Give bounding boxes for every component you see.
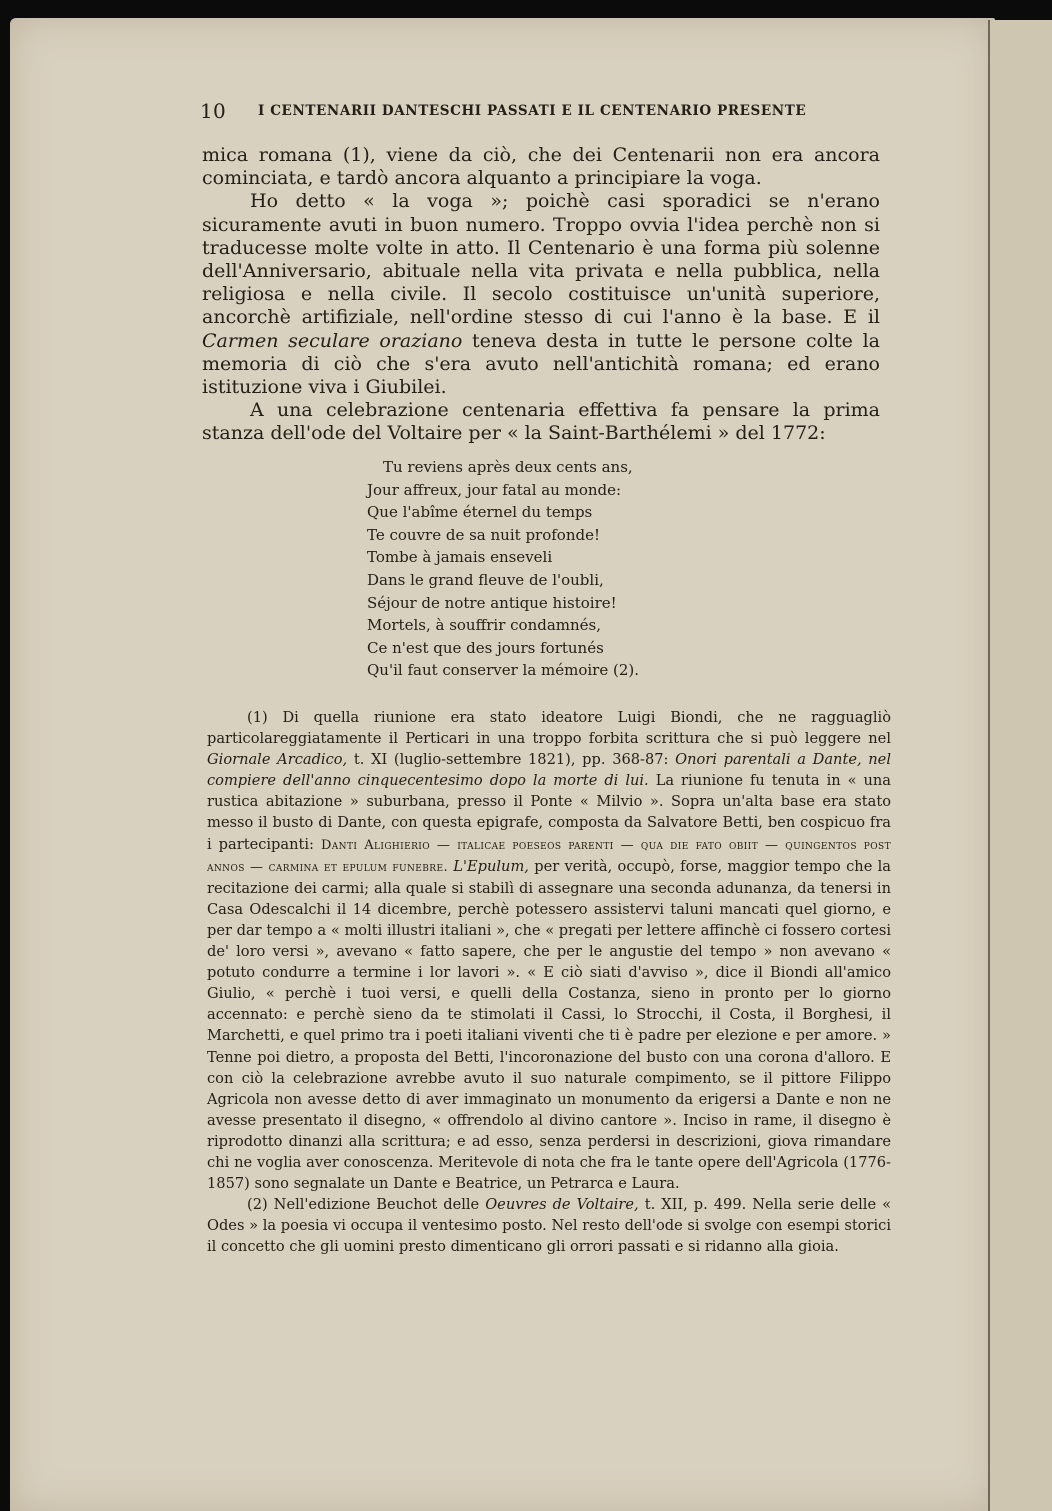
page-number: 10: [200, 99, 227, 123]
voltaire-stanza: [367, 456, 707, 682]
poem-line: Tu reviens après deux cents ans,: [383, 458, 633, 476]
poem-line: Ce n'est que des jours fortunés: [367, 638, 604, 657]
poem-line: Te couvre de sa nuit profonde!: [367, 525, 600, 544]
footnote-1: (1) Di quella riunione era stato ideatore Luigi Biondi, che ne ragguagliò particolareggiatamente il Perticari in una troppo forbita scrittura che si può leggere nel Giornale Arcadico, t. XI (luglio-settembre 1821), pp. 368-87: Onori parentali a Dante, nel compiere dell'anno cinquecentesimo dopo la morte di lui. La riunione fu tenuta in « una rustica abitazione » suburbana, presso il Ponte « Milvio ». Sopra un'alta base era stato messo il busto di Dante, con questa epigrafe, composta da Salvatore Betti, ben cospicuo fra i partecipanti: Danti Alighierio — italicae poeseos parenti — qua die fato obiit — quingentos post annos — carmina et epulum funebre. L'Epulum, per verità, occupò, forse, maggior tempo che la recitazione dei carmi; alla quale si stabilì di assegnare una seconda adunanza, da tenersi in Casa Odescalchi il 14 dicembre, perchè potessero assistervi taluni mancati quel giorno, e per dar tempo a « molti illustri italiani », che « pregati per lettere affinchè ci fossero cortesi de' loro versi », avevano « fatto sapere, che per le angustie del tempo » non avevano « potuto condurre a termine i lor lavori ». « E ciò siati d'avviso », dice il Biondi all'amico Giulio, « perchè i tuoi versi, e quelli della Costanza, sieno in pronto per lo giorno accennato: e perchè sieno da te stimolati il Cassi, lo Strocchi, il Costa, il Borghesi, il Marchetti, e quel primo tra i poeti italiani viventi che ti è padre per elezione e per amore. » Tenne poi dietro, a proposta del Betti, l'incoronazione del busto con una corona d'alloro. E con ciò la celebrazione avrebbe avuto il suo naturale compimento, se il pittore Filippo Agricola non avesse detto di aver immaginato un monumento da erigersi a Dante e non ne avesse presentato il disegno, « offrendolo al divino cantore ». Inciso in rame, il disegno è riprodotto dinanzi alla scrittura; e ad esso, senza perdersi in descrizioni, giova rimandare chi ne voglia aver conoscenza. Meritevole di nota che fra le tante opere dell'Agricola (1776-1857) sono segnalate un Dante e Beatrice, un Petrarca e Laura.: [207, 709, 892, 1193]
poem-line: Mortels, à souffrir condamnés,: [367, 616, 602, 635]
adjacent-page-edge: [988, 20, 1052, 1511]
page-header: [200, 99, 890, 123]
main-text: [202, 144, 880, 446]
footnotes: [207, 707, 891, 1257]
poem-line: Jour affreux, jour fatal au monde:: [367, 480, 622, 499]
carmen-title: Carmen seculare oraziano: [202, 329, 463, 352]
running-title: I CENTENARII DANTESCHI PASSATI E IL CENTENARIO PRESENTE: [258, 103, 807, 119]
paragraph-2: Ho detto « la voga »; poichè casi sporadici se n'erano sicuramente avuti in buon numero. Troppo ovvia l'idea perchè non si traducesse molte volte in atto. Il Centenario è una forma più solenne dell'Anniversario, abituale nella vita privata e nella pubblica, nella religiosa e nella civile. Il secolo costituisce un'unità superiore, ancorchè artifiziale, nell'ordine stesso di cui l'anno è la base. E il Carmen seculare oraziano teneva desta in tutte le persone colte la memoria di ciò che s'era avuto nell'antichità romana; ed erano istituzione viva i Giubilei.: [202, 190, 880, 399]
poem-line: Qu'il faut conserver la mémoire (2).: [367, 661, 640, 680]
paragraph-3: A una celebrazione centenaria effettiva fa pensare la prima stanza dell'ode del Voltaire per « la Saint-Barthélemi » del 1772:: [202, 399, 880, 445]
poem-line: Tombe à jamais enseveli: [367, 548, 553, 567]
paragraph-1: mica romana (1), viene da ciò, che dei Centenarii non era ancora cominciata, e tardò ancora alquanto a principiare la voga.: [202, 144, 880, 190]
poem-line: Que l'abîme éternel du temps: [367, 503, 593, 522]
poem-line: Dans le grand fleuve de l'oubli,: [367, 570, 604, 589]
poem-line: Séjour de notre antique histoire!: [367, 593, 617, 612]
footnote-2: (2) Nell'edizione Beuchot delle Oeuvres de Voltaire, t. XII, p. 499. Nella serie delle « Odes » la poesia vi occupa il ventesimo posto. Nel resto dell'ode si svolge con esempi storici il concetto che gli uomini presto dimenticano gli orrori passati e si ridanno alla gioia.: [207, 1196, 892, 1256]
epigraph: Danti Alighierio — italicae poeseos parenti — qua die fato obiit — quingentos post annos — carmina et epulum funebre.: [207, 837, 891, 875]
